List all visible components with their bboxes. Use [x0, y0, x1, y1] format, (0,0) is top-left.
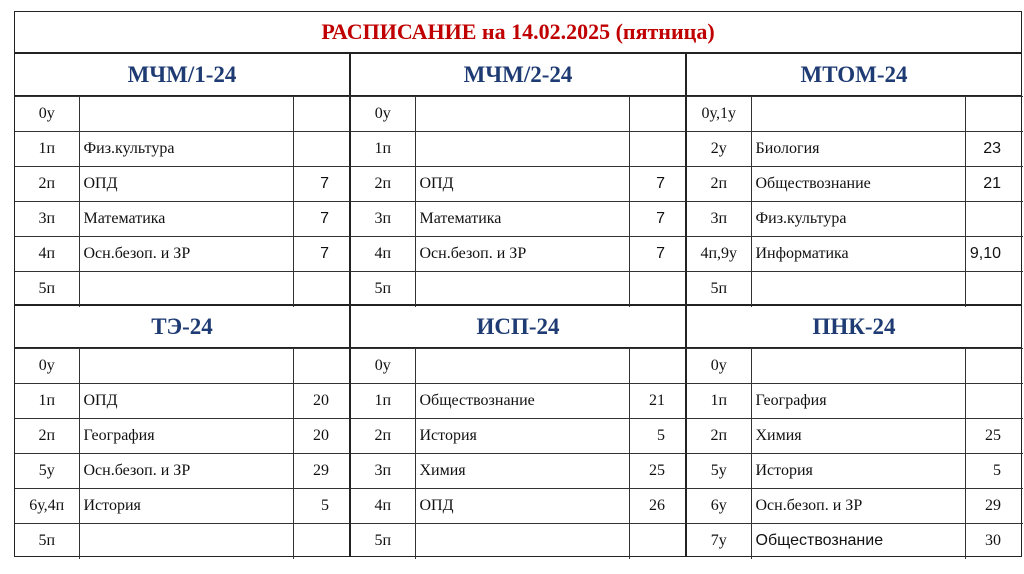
lesson-subject — [415, 132, 629, 167]
lesson-room: 5 — [965, 454, 1023, 489]
lesson-row — [15, 524, 351, 559]
lesson-slot: 4п,9у — [687, 237, 751, 272]
lesson-slot: 5п — [351, 272, 415, 307]
lesson-row — [15, 237, 351, 272]
lesson-table — [351, 96, 687, 307]
lesson-row — [351, 97, 687, 132]
lesson-row — [351, 419, 687, 454]
lesson-row — [687, 132, 1023, 167]
lesson-subject: География — [79, 419, 293, 454]
lesson-subject: География — [751, 384, 965, 419]
lesson-room: 7 — [629, 237, 687, 272]
lesson-room — [293, 524, 351, 559]
lesson-slot: 6у,4п — [15, 489, 79, 524]
lesson-slot: 0у,1у — [687, 97, 751, 132]
group-name: ПНК-24 — [687, 306, 1021, 348]
lesson-subject: Обществознание — [751, 524, 965, 559]
lesson-subject: История — [79, 489, 293, 524]
lesson-slot: 3п — [351, 202, 415, 237]
lesson-subject: Обществознание — [415, 384, 629, 419]
lesson-room — [965, 97, 1023, 132]
lesson-slot: 5п — [687, 272, 751, 307]
lesson-row — [15, 132, 351, 167]
lesson-room — [293, 132, 351, 167]
lesson-row — [351, 489, 687, 524]
lesson-subject: Обществознание — [751, 167, 965, 202]
lesson-room: 7 — [629, 167, 687, 202]
lesson-row — [687, 97, 1023, 132]
lesson-room: 26 — [629, 489, 687, 524]
lesson-subject — [79, 524, 293, 559]
lesson-subject — [415, 524, 629, 559]
lesson-table — [687, 96, 1023, 307]
lesson-room — [965, 384, 1023, 419]
lesson-slot: 5у — [15, 454, 79, 489]
lesson-slot: 4п — [351, 237, 415, 272]
lesson-room: 25 — [629, 454, 687, 489]
lesson-slot: 6у — [687, 489, 751, 524]
group-name: ИСП-24 — [351, 306, 685, 348]
lesson-row — [351, 167, 687, 202]
lesson-slot: 3п — [351, 454, 415, 489]
lesson-table — [351, 348, 687, 559]
lesson-room: 5 — [629, 419, 687, 454]
lesson-subject: Осн.безоп. и ЗР — [415, 237, 629, 272]
lesson-room — [629, 132, 687, 167]
lesson-slot: 2у — [687, 132, 751, 167]
lesson-room: 30 — [965, 524, 1023, 559]
lesson-subject — [751, 272, 965, 307]
lesson-room — [629, 272, 687, 307]
lesson-slot: 1п — [15, 132, 79, 167]
lesson-room: 7 — [293, 237, 351, 272]
lesson-slot: 2п — [15, 167, 79, 202]
lesson-room — [293, 97, 351, 132]
lesson-subject — [415, 97, 629, 132]
lesson-room: 23 — [965, 132, 1023, 167]
lesson-row — [15, 202, 351, 237]
group-block — [350, 305, 686, 557]
lesson-slot: 2п — [15, 419, 79, 454]
lesson-row — [687, 272, 1023, 307]
group-block — [14, 53, 350, 305]
lesson-subject — [79, 97, 293, 132]
lesson-slot: 1п — [351, 384, 415, 419]
lesson-slot: 1п — [351, 132, 415, 167]
lesson-room: 21 — [965, 167, 1023, 202]
lesson-subject: История — [415, 419, 629, 454]
lesson-room: 7 — [293, 202, 351, 237]
lesson-subject: Математика — [79, 202, 293, 237]
lesson-slot: 2п — [351, 419, 415, 454]
lesson-room — [965, 202, 1023, 237]
group-block — [686, 305, 1022, 557]
lesson-row — [687, 524, 1023, 559]
lesson-room: 29 — [293, 454, 351, 489]
lesson-slot: 1п — [15, 384, 79, 419]
group-block — [350, 53, 686, 305]
lesson-room: 7 — [293, 167, 351, 202]
lesson-subject: ОПД — [79, 384, 293, 419]
lesson-row — [351, 349, 687, 384]
lesson-room: 7 — [629, 202, 687, 237]
lesson-subject: Биология — [751, 132, 965, 167]
lesson-row — [351, 454, 687, 489]
lesson-subject: Осн.безоп. и ЗР — [79, 237, 293, 272]
lesson-row — [687, 454, 1023, 489]
lesson-room — [965, 349, 1023, 384]
lesson-subject: Осн.безоп. и ЗР — [751, 489, 965, 524]
lesson-room: 9,10 — [965, 237, 1023, 272]
lesson-row — [15, 384, 351, 419]
group-name: ТЭ-24 — [15, 306, 349, 348]
lesson-room — [629, 524, 687, 559]
lesson-slot: 5п — [351, 524, 415, 559]
lesson-table — [15, 96, 351, 307]
lesson-row — [687, 237, 1023, 272]
lesson-row — [15, 489, 351, 524]
lesson-room: 25 — [965, 419, 1023, 454]
lesson-room: 5 — [293, 489, 351, 524]
lesson-slot: 5п — [15, 524, 79, 559]
lesson-subject: Информатика — [751, 237, 965, 272]
group-name: МЧМ/1-24 — [15, 54, 349, 96]
lesson-slot: 1п — [687, 384, 751, 419]
lesson-slot: 0у — [15, 349, 79, 384]
lesson-slot: 0у — [351, 97, 415, 132]
lesson-row — [351, 272, 687, 307]
lesson-row — [351, 384, 687, 419]
group-name: МТОМ-24 — [687, 54, 1021, 96]
lesson-subject — [415, 349, 629, 384]
lesson-subject: ОПД — [415, 489, 629, 524]
group-name: МЧМ/2-24 — [351, 54, 685, 96]
lesson-room — [629, 97, 687, 132]
lesson-row — [687, 489, 1023, 524]
lesson-slot: 2п — [687, 419, 751, 454]
lesson-row — [687, 349, 1023, 384]
lesson-subject: Химия — [751, 419, 965, 454]
lesson-slot: 0у — [687, 349, 751, 384]
lesson-subject: История — [751, 454, 965, 489]
lesson-subject — [751, 349, 965, 384]
lesson-slot: 2п — [687, 167, 751, 202]
lesson-subject: ОПД — [415, 167, 629, 202]
lesson-row — [351, 202, 687, 237]
lesson-slot: 0у — [351, 349, 415, 384]
lesson-subject — [79, 349, 293, 384]
lesson-row — [15, 167, 351, 202]
lesson-row — [351, 237, 687, 272]
lesson-slot: 5п — [15, 272, 79, 307]
lesson-row — [687, 419, 1023, 454]
lesson-room: 29 — [965, 489, 1023, 524]
group-block — [14, 305, 350, 557]
lesson-subject — [415, 272, 629, 307]
lesson-subject: Химия — [415, 454, 629, 489]
lesson-room — [293, 272, 351, 307]
lesson-subject — [751, 97, 965, 132]
lesson-subject: Физ.культура — [79, 132, 293, 167]
lesson-room — [629, 349, 687, 384]
lesson-slot: 0у — [15, 97, 79, 132]
schedule-sheet — [14, 11, 1022, 549]
lesson-slot: 5у — [687, 454, 751, 489]
lesson-table — [15, 348, 351, 559]
lesson-slot: 3п — [687, 202, 751, 237]
lesson-row — [351, 132, 687, 167]
group-block — [686, 53, 1022, 305]
lesson-row — [15, 97, 351, 132]
lesson-slot: 4п — [351, 489, 415, 524]
lesson-room — [965, 272, 1023, 307]
lesson-row — [687, 202, 1023, 237]
lesson-room — [293, 349, 351, 384]
lesson-row — [687, 167, 1023, 202]
lesson-subject: ОПД — [79, 167, 293, 202]
lesson-subject: Осн.безоп. и ЗР — [79, 454, 293, 489]
lesson-subject: Математика — [415, 202, 629, 237]
lesson-slot: 2п — [351, 167, 415, 202]
lesson-room: 21 — [629, 384, 687, 419]
lesson-row — [15, 419, 351, 454]
lesson-row — [15, 454, 351, 489]
lesson-row — [687, 384, 1023, 419]
lesson-row — [351, 524, 687, 559]
lesson-subject: Физ.культура — [751, 202, 965, 237]
lesson-room: 20 — [293, 419, 351, 454]
schedule-title: РАСПИСАНИЕ на 14.02.2025 (пятница) — [14, 11, 1022, 53]
lesson-slot: 4п — [15, 237, 79, 272]
lesson-slot: 7у — [687, 524, 751, 559]
lesson-slot: 3п — [15, 202, 79, 237]
lesson-room: 20 — [293, 384, 351, 419]
lesson-subject — [79, 272, 293, 307]
lesson-table — [687, 348, 1023, 559]
lesson-row — [15, 272, 351, 307]
lesson-row — [15, 349, 351, 384]
